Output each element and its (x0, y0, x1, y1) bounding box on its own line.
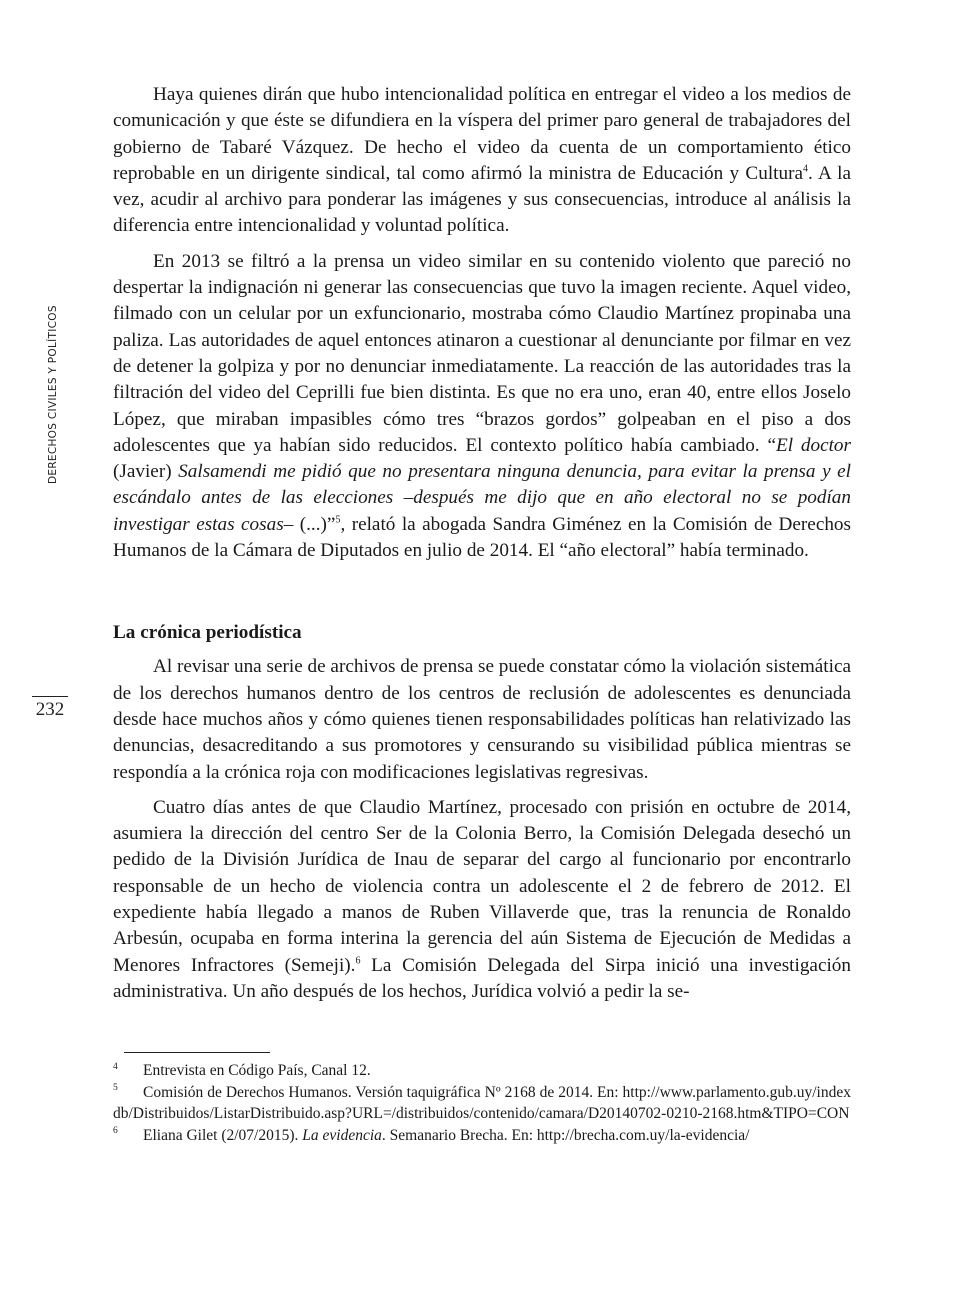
footnote-6: 6 Eliana Gilet (2/07/2015). La evidencia. Semanario Brecha. En: http://brecha.com.uy/la-evidencia/ (113, 1126, 750, 1144)
footnotes (113, 1060, 851, 1146)
footnote-divider (124, 1052, 270, 1053)
footnote-ref-4[interactable]: 4 (802, 163, 808, 175)
quote-italic-1: El doctor (775, 434, 851, 456)
footnote-5-link[interactable]: http://www.parlamento.gub.uy/indexdb/Distribuidos/ListarDistribuido.asp?URL=/distribuidos/contenido/camara/D20140702-0210-2168.htm&TIPO=CON (113, 1083, 851, 1122)
section-heading: La crónica periodística (113, 622, 302, 644)
paragraph-2: En 2013 se filtró a la prensa un video similar en su contenido violento que pareció no despertar la indignación ni generar las consecuencias que tuvo la imagen reciente. Aquel video, filmado con un celular por un exfuncionario, mostraba cómo Claudio Martínez propinaba una paliza. Las autoridades de aquel entonces atinaron a cuestionar al denunciante por filmar en vez de detener la golpiza y por no denunciar inmediatamente. La reacción de las autoridades tras la filtración del video del Ceprilli fue bien distinta. Es que no era uno, eran 40, entre ellos Joselo López, que miraban impasibles cómo tres “brazos gordos” golpeaban en el piso a dos adolescentes que ya habían sido reducidos. El contexto político había cambiado. “El doctor (Javier) Salsamendi me pidió que no presentara ninguna denuncia, para evitar la prensa y el escándalo antes de las elecciones –después me dijo que en año electoral no se podían investigar estas cosas– (...)”$^5$, relató la abogada Sandra Giménez en la Comisión de Derechos Humanos de la Cámara de Diputados en julio de 2014. El “año electoral” había terminado. (113, 250, 851, 562)
footnote-6-link[interactable]: http://brecha.com.uy/la-evidencia/ (536, 1126, 750, 1144)
footnote-ref-6[interactable]: 6 (355, 955, 361, 967)
paragraph-4: Cuatro días antes de que Claudio Martínez, procesado con prisión en octubre de 2014, asumiera la dirección del centro Ser de la Colonia Berro, la Comisión Delegada desechó un pedido de la División Jurídica de Inau de separar del cargo al funcionario por encontrarlo responsable de un hecho de violencia contra un adolescente el 2 de febrero de 2012. El expediente había llegado a manos de Ruben Villaverde que, tras la renuncia de Ronaldo Arbesún, ocupaba en forma interina la gerencia del aún Sistema de Ejecución de Medidas a Menores Infractores (Semeji).$^6$ La Comisión Delegada del Sirpa inició una investigación administrativa. Un año después de los hechos, Jurídica volvió a pedir la se- (113, 796, 851, 1002)
paragraph-1: Haya quienes dirán que hubo intencionalidad política en entregar el video a los medios de comunicación y que éste se difundiera en la víspera del primer paro general de trabajadores del gobierno de Tabaré Vázquez. De hecho el video da cuenta de un comportamiento ético reprobable en un dirigente sindical, tal como afirmó la ministra de Educación y Cultura$^4$. A la vez, acudir al archivo para ponderar las imágenes y sus consecuencias, introduce al análisis la diferencia entre intencionalidad y voluntad política. (113, 84, 851, 237)
footnote-4: 4 Entrevista en Código País, Canal 12. (113, 1061, 371, 1079)
quote-italic-2: Salsamendi me pidió que no presentara ninguna denuncia, para evitar la prensa y el escándalo antes de las elecciones –después me dijo que en año electoral no se podían investigar estas cosas (113, 461, 851, 535)
running-head: DERECHOS CIVILES Y POLÍTICOS (47, 305, 59, 484)
paragraph-3: Al revisar una serie de archivos de prensa se puede constatar cómo la violación sistemática de los derechos humanos dentro de los centros de reclusión de adolescentes es denunciada desde hace muchos años y cómo quienes tienen responsabilidades políticas han relativizado las denuncias, desacreditando a sus promotores y censurando su visibilidad pública mientras se respondía a la crónica roja con modificaciones legislativas regresivas. (113, 656, 851, 783)
page-number: 232 (32, 696, 68, 721)
footnote-5: 5 Comisión de Derechos Humanos. Versión taquigráfica Nº 2168 de 2014. En: http://www.parlamento.gub.uy/indexdb/Distribuidos/ListarDistribuido.asp?URL=/distribuidos/contenido/camara/D20140702-0210-2168.htm&TIPO=CON (113, 1083, 851, 1122)
footnote-ref-5[interactable]: 5 (335, 514, 341, 526)
body-text (113, 82, 851, 1005)
